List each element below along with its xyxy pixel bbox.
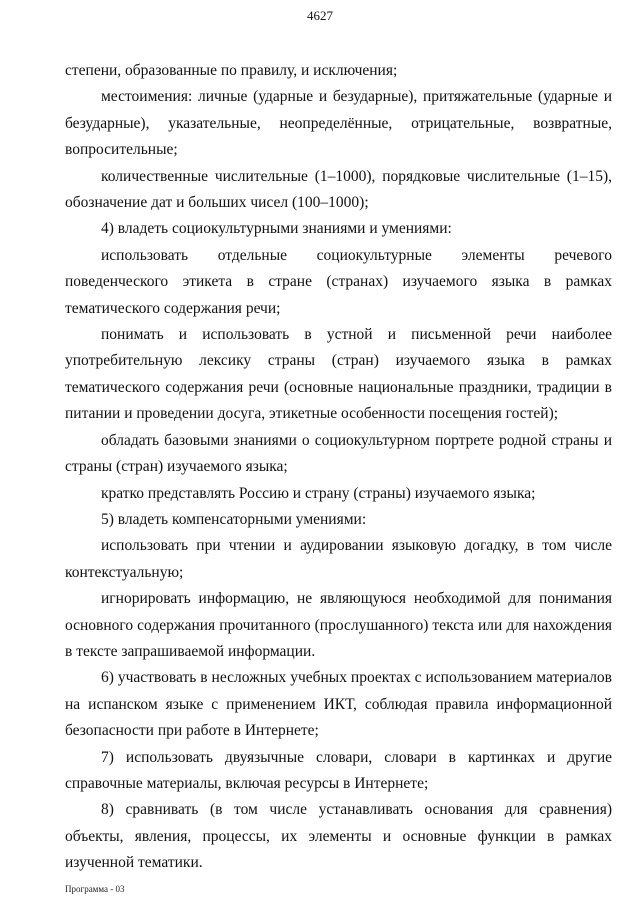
paragraph-item-4: 4) владеть социокультурными знаниями и умениями: (101, 220, 452, 238)
footer-label: Программа - 03 (65, 884, 125, 894)
paragraph-item-6: 6) участвовать в несложных учебных проектах с использованием материалов на испанском языке с применением ИКТ, соблюдая правила информационной безопасности при работе в Интернете; (65, 669, 612, 740)
paragraph-item-7: 7) использовать двуязычные словари, словари в картинках и другие справочные материалы, включая ресурсы в Интернете; (65, 748, 612, 792)
paragraph-etiquette: использовать отдельные социокультурные элементы речевого поведенческого этикета в стране (странах) изучаемого языка в рамках тематического содержания речи; (65, 246, 612, 317)
page-number: 4627 (307, 8, 333, 23)
paragraph-numerals: количественные числительные (1–1000), порядковые числительные (1–15), обозначение дат и больших чисел (100–1000); (65, 167, 612, 212)
paragraph-sociocultural-portrait: обладать базовыми знаниями о социокультурном портрете родной страны и страны (стран) изучаемого языка; (65, 431, 612, 476)
paragraph-present-russia: кратко представлять Россию и страну (страны) изучаемого языка; (101, 484, 536, 502)
paragraph-pronouns: местоимения: личные (ударные и безударные), притяжательные (ударные и безударные), указательные, неопределённые, отрицательные, возвратные, вопросительные; (65, 88, 612, 159)
paragraph-lexicon: понимать и использовать в устной и письменной речи наиболее употребительную лексику страны (стран) изучаемого языка в рамках тематического содержания речи (основные национальные праздники, традиции в питании и проведении досуга, этикетные особенности посещения гостей); (65, 326, 612, 423)
paragraph-item-8: 8) сравнивать (в том числе устанавливать основания для сравнения) объекты, явления, процессы, их элементы и основные функции в рамках изученной тематики. (65, 801, 612, 872)
document-body (65, 58, 612, 877)
paragraph-continuation: степени, образованные по правилу, и исключения; (65, 62, 398, 79)
paragraph-ignore-info: игнорировать информацию, не являющуюся необходимой для понимания основного содержания прочитанного (прослушанного) текста или для нахождения в тексте запрашиваемой информации. (65, 590, 612, 660)
paragraph-item-5: 5) владеть компенсаторными умениями: (101, 510, 367, 528)
paragraph-guessing: использовать при чтении и аудировании языковую догадку, в том числе контекстуальную; (65, 537, 612, 581)
